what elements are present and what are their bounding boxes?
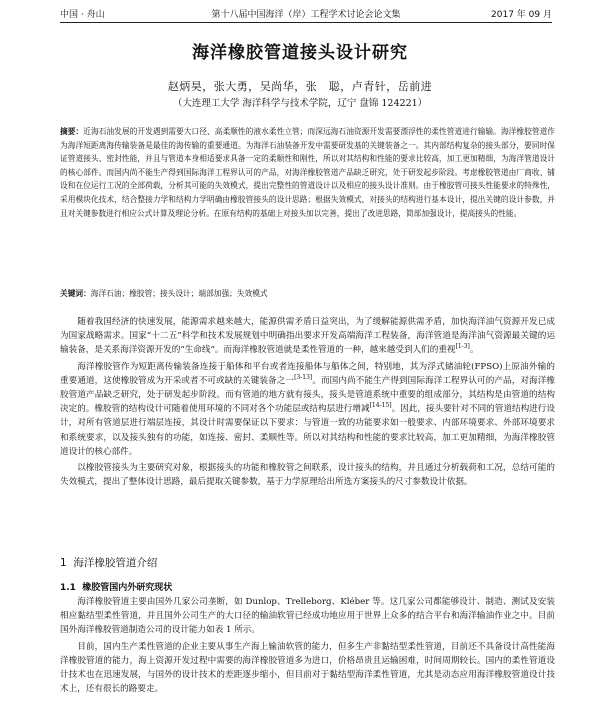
keywords-text: 海洋石油；橡胶管；接头设计；端部加强；失效模式 <box>90 289 268 298</box>
header-proceedings: 第十八届中国海洋（岸）工程学术讨论会论文集 <box>211 10 401 20</box>
paragraph: 海洋橡胶管作为短距离传输装备连接于船体和平台或者连接船体与船体之间，特别地，其为浮式储油轮(FPSO)上原油外输的重要通道，这使橡胶管成为开采或者不可或缺的关键装备之一[3-13]。而国内尚不能生产得到国际海洋工程界认可的产品，对海洋橡胶管道产品缺乏研究，处于研发起步阶段。而有管道的地方就有接头，接头是管道系统中重要的组成部分，其结构是由管道的结构决定的。橡胶管的结构设计可随着使用环境的不同对各个功能层或结构层进行增减[14-15]。因此，接头要针对不同的管道结构进行设计，对所有管道层进行端层连接，其设计时需要保证以下要求：与管道一致的功能要求如一般要求、内部环境要求、外部环境要求和系统要求，以及接头独有的功能，如连接、密封、柔顺性等。所以对其结构和性能的要求比较高，加工更加精细，为海洋橡胶管道设计的核心部件。 <box>60 361 555 457</box>
citation: [14-15] <box>369 402 392 410</box>
subsection-number: 1.1 <box>60 583 76 593</box>
keywords-label: 关键词： <box>60 289 91 298</box>
abstract-text: 近海石油发展的开发遇到需要大口径、高柔顺性的液水柔性立管；而深远海石油资源开发需要漂浮性的柔性管道进行输输。海洋橡胶管道作为海洋短距离海传输装备是最佳的海传输的重要通道。为海洋石油装备开发中需要研发基的关键装备之一。其内部结构复杂的接头部分，要同时保证管道接头、密封性能，并且与管道本身相适要求具备一定的柔顺性和刚性，所以对其结构和性能的要求比较高，加工更加精细，为海洋管道设计的核心部件。而国内尚不能生产得到国际海洋工程界认可的产品，对海洋橡胶管道产品缺乏研究，处于研发起步阶段。考虑橡胶管道由厂商收、铺设和在位运行工况的全部荷载，分析其可能的失效模式，提出完整性的管道设计以及相应的接头设计准则。由于橡胶管可接头性能要求的特殊性，采用模块化技术，结合整接力学和结构力学明确由橡胶管接头的设计思路；根据失效模式，对接头的结构进行基本设计，提出关键的设计参数，并且对关键参数进行相应公式计算及理论分析。在原有结构的基础上对接头加以完善，提出了改进思路，简部加强设计，提高接头的性能。 <box>60 127 555 218</box>
citation: [3-13] <box>294 373 313 381</box>
section-body <box>60 595 555 698</box>
keywords <box>60 287 555 300</box>
subsection-heading <box>60 580 172 593</box>
affiliation: （大连理工大学 海洋科学与技术学院，辽宁 盘锦 124221） <box>172 98 428 109</box>
paragraph: 海洋橡胶管道主要由国外几家公司垄断，如 Dunlop、Trelleborg、Kléber 等。这几家公司都能够设计、制造、测试及安装相应黏结型柔性管道，并且国外公司生产的大口径的输油软管已经成功地应用于世界上众多的结合平台和海洋输油作业之中。目前国外海洋橡胶管道制造公司的设计能力如表 1 所示。 <box>60 597 555 636</box>
abstract <box>60 125 555 220</box>
section-heading <box>60 555 157 570</box>
introduction-body <box>60 315 555 491</box>
running-header <box>60 8 552 23</box>
section-number: 1 <box>60 557 67 569</box>
paragraph: 目前，国内生产柔性管道的企业主要从事生产海上输油软管的能力，但多生产非黏结型柔性管道，目前还不具备设计高性能海洋橡胶管道的能力，海上资源开发过程中需要的海洋橡胶管道多为进口，价格昂贵且运输困难，时间周期较长。国内的柔性管道设计技术也在迅速发展，与国外的设计技术的差距逐步缩小，但目前对于黏结型海洋柔性管道，尤其是动态应用海洋橡胶管道设计技术上，还有很长的路要走。 <box>60 641 555 695</box>
header-date: 2017 年 09 月 <box>491 10 552 20</box>
section-title: 海洋橡胶管道介绍 <box>73 557 158 569</box>
paragraph: 以橡胶管接头为主要研究对象，根据接头的功能和橡胶管之间联系，设计接头的结构，并且通过分析载荷和工况，总结可能的失效模式，提出了整体设计思路，最后提取关键参数，基于力学原理给出所选方案接头的尺寸参数设计依据。 <box>60 463 555 488</box>
author-list: 赵炳昊，张大勇，吴尚华，张 聪，卢青针，岳前进 <box>167 80 433 93</box>
paper-title: 海洋橡胶管道接头设计研究 <box>192 43 408 63</box>
subsection-title: 橡胶管国内外研究现状 <box>82 583 173 593</box>
header-location: 中国 · 舟山 <box>60 10 105 20</box>
paragraph: 随着我国经济的快速发展，能源需求越来越大，能源供需矛盾日益突出，为了缓解能源供需矛盾，加快海洋油气资源开发已成为国家战略需求。国家“十二五”科学和技术发展规划中明确指出要求开发高端海洋工程装备，海洋管道是海洋油气资源最关键的运输装备，是关系海洋资源开发的“生命线”。而海洋橡胶管道就是柔性管道的一种，越来越受到人们的重视[1-3]。 <box>60 317 555 356</box>
abstract-label: 摘要： <box>60 127 84 136</box>
citation: [1-3] <box>455 343 470 351</box>
